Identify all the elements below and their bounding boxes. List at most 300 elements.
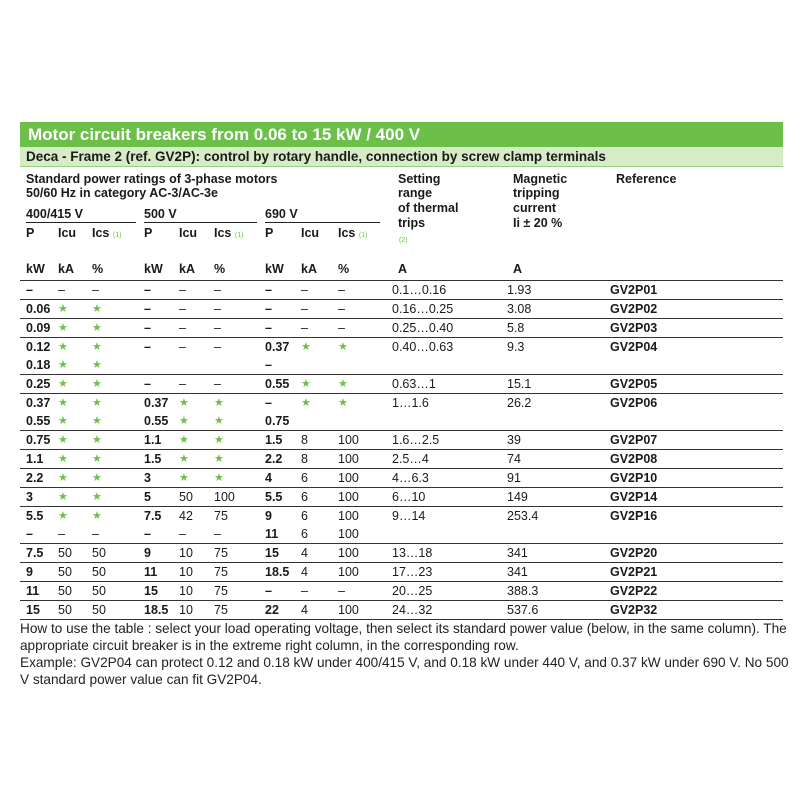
- table-cell: [332, 450, 386, 469]
- magnetic-current-cell: 253.4: [507, 509, 539, 523]
- table-cell: [138, 338, 173, 375]
- reference-cell: GV2P08: [610, 452, 658, 466]
- table-cell: [259, 488, 295, 507]
- magnetic-current-cell: 149: [507, 490, 528, 504]
- cell-value: 0.37: [26, 396, 51, 410]
- table-cell: [86, 507, 138, 544]
- cell-value: 6: [301, 527, 308, 541]
- table-cell: [20, 450, 52, 469]
- table-cell: [332, 281, 386, 300]
- table-cell: [52, 601, 86, 620]
- cell-value: 8: [301, 452, 308, 466]
- table-cell: [173, 601, 208, 620]
- table-cell: [52, 544, 86, 563]
- table-cell: [138, 431, 173, 450]
- usage-note-howto: How to use the table : select your load operating voltage, then select its standard power value (below, in the same column). The appropriate circuit breaker is in the extreme right column, in the corresponding row.: [20, 621, 787, 653]
- cell-value: –: [214, 302, 221, 316]
- magnetic-current-cell: 1.93: [507, 283, 532, 297]
- table-cell: [295, 488, 332, 507]
- cell-value: 100: [338, 527, 359, 541]
- magnetic-current-cell: 341: [507, 546, 528, 560]
- table-cell: [20, 338, 52, 375]
- table-cell: [259, 582, 295, 601]
- cell-value: 6: [301, 509, 308, 523]
- cell-value: 100: [338, 471, 359, 485]
- reference-cell: GV2P20: [610, 546, 658, 560]
- table-cell: [86, 469, 138, 488]
- cell-value: 75: [214, 546, 228, 560]
- cell-value: 10: [179, 584, 193, 598]
- cell-value: 50: [58, 565, 72, 579]
- unit-label: kW: [265, 262, 284, 276]
- cell-value: –: [144, 340, 151, 354]
- cell-value: 7.5: [26, 546, 44, 560]
- cell-value: 22: [265, 603, 279, 617]
- magnetic-current-cell: 9.3: [507, 340, 525, 354]
- table-cell: [332, 544, 386, 563]
- cell-value: –: [214, 321, 221, 335]
- cell-value: 1.1: [26, 452, 44, 466]
- table-cell: [173, 394, 208, 431]
- cell-value: –: [179, 527, 186, 541]
- table-cell: [52, 319, 86, 338]
- table-cell: [86, 281, 138, 300]
- star-icon: ★: [58, 453, 68, 465]
- table-row: [20, 375, 783, 394]
- star-icon: ★: [92, 453, 102, 465]
- table-cell: [259, 375, 295, 394]
- cell-value: 4: [301, 603, 308, 617]
- star-icon: ★: [179, 415, 189, 427]
- reference-cell: GV2P06: [610, 396, 658, 410]
- setting-label-4: trips: [398, 216, 426, 230]
- table-cell: [208, 601, 259, 620]
- cell-value: 3: [26, 490, 33, 504]
- cell-value: 18.5: [265, 565, 290, 579]
- table-cell: [259, 394, 295, 431]
- cell-value: 0.06: [26, 302, 51, 316]
- col-p-690: P: [265, 226, 274, 240]
- table-cell: [138, 450, 173, 469]
- table-cell: [173, 450, 208, 469]
- table-cell: [20, 394, 52, 431]
- table-cell: [86, 563, 138, 582]
- table-cell: [208, 582, 259, 601]
- setting-range-cell: 1.6…2.5: [392, 433, 440, 447]
- reference-cell: GV2P03: [610, 321, 658, 335]
- table-cell: [86, 338, 138, 375]
- cell-value: –: [92, 527, 99, 541]
- reference-label: Reference: [616, 172, 677, 186]
- unit-label: %: [338, 262, 350, 276]
- table-subtitle: Deca - Frame 2 (ref. GV2P): control by rotary handle, connection by screw clamp terminals: [20, 147, 783, 167]
- table-cell: [208, 431, 259, 450]
- col-ics-400: Ics (1): [92, 226, 122, 240]
- table-cell: [332, 582, 386, 601]
- cell-value: 0.55: [265, 377, 290, 391]
- reference-cell: GV2P01: [610, 283, 658, 297]
- table-cell: [20, 544, 52, 563]
- table-cell: [332, 469, 386, 488]
- table-cell: [208, 450, 259, 469]
- star-icon: ★: [179, 434, 189, 446]
- table-cell: [259, 281, 295, 300]
- col-icu-400: Icu: [58, 226, 77, 240]
- cell-value: 11: [144, 565, 158, 579]
- setting-range-cell: 6…10: [392, 490, 426, 504]
- unit-label: kW: [26, 262, 45, 276]
- cell-value: –: [301, 302, 308, 316]
- table-cell: [295, 507, 332, 544]
- table-cell: [208, 469, 259, 488]
- cell-value: 7.5: [144, 509, 162, 523]
- table-cell: [332, 338, 386, 375]
- table-cell: [208, 375, 259, 394]
- reference-cell: GV2P07: [610, 433, 658, 447]
- table-cell: [173, 375, 208, 394]
- table-cell: [52, 563, 86, 582]
- table-cell: [20, 563, 52, 582]
- cell-value: 0.55: [144, 414, 169, 428]
- cell-value: –: [265, 302, 272, 316]
- table-cell: [332, 507, 386, 544]
- table-cell: [208, 300, 259, 319]
- table-cell: [138, 394, 173, 431]
- cell-value: 100: [338, 509, 359, 523]
- table-cell: [259, 469, 295, 488]
- table-row: [20, 563, 783, 582]
- table-cell: [208, 319, 259, 338]
- unit-label: %: [92, 262, 104, 276]
- cell-value: 75: [214, 603, 228, 617]
- table-cell: [295, 281, 332, 300]
- star-icon: ★: [92, 303, 102, 315]
- star-icon: ★: [58, 397, 68, 409]
- table-row: [20, 544, 783, 563]
- table-row: [20, 300, 783, 319]
- cell-value: –: [214, 283, 221, 297]
- setting-label-1: Setting: [398, 172, 441, 186]
- cell-value: 75: [214, 565, 228, 579]
- breaker-table-panel: [20, 122, 783, 620]
- cell-value: –: [265, 358, 272, 372]
- table-cell: [86, 375, 138, 394]
- table-cell: [138, 281, 173, 300]
- magnetic-current-cell: 91: [507, 471, 521, 485]
- table-row: [20, 338, 783, 375]
- star-icon: ★: [58, 491, 68, 503]
- star-icon: ★: [179, 453, 189, 465]
- table-title: Motor circuit breakers from 0.06 to 15 kW / 400 V: [20, 122, 783, 147]
- table-cell: [259, 431, 295, 450]
- table-cell: [332, 601, 386, 620]
- usage-notes: [20, 620, 790, 688]
- table-cell: [86, 450, 138, 469]
- table-cell: [138, 544, 173, 563]
- star-icon: ★: [58, 415, 68, 427]
- cell-value: –: [265, 283, 272, 297]
- star-icon: ★: [58, 434, 68, 446]
- cell-value: –: [144, 321, 151, 335]
- star-icon: ★: [92, 472, 102, 484]
- table-cell: [295, 375, 332, 394]
- table-row: [20, 601, 783, 620]
- table-cell: [52, 300, 86, 319]
- star-icon: ★: [92, 434, 102, 446]
- table-cell: [208, 507, 259, 544]
- cell-value: 0.55: [26, 414, 51, 428]
- cell-value: 15: [144, 584, 158, 598]
- star-icon: ★: [92, 397, 102, 409]
- cell-value: 11: [26, 584, 40, 598]
- setting-range-cell: 0.63…1: [392, 377, 436, 391]
- table-cell: [20, 488, 52, 507]
- magnetic-label-2: tripping: [513, 186, 560, 200]
- cell-value: 1.5: [144, 452, 162, 466]
- reference-cell: GV2P05: [610, 377, 658, 391]
- table-cell: [208, 281, 259, 300]
- star-icon: ★: [58, 472, 68, 484]
- table-cell: [52, 582, 86, 601]
- table-cell: [86, 300, 138, 319]
- star-icon: ★: [92, 322, 102, 334]
- table-cell: [86, 544, 138, 563]
- table-header: [20, 167, 783, 280]
- cell-value: 100: [338, 452, 359, 466]
- table-cell: [295, 319, 332, 338]
- cell-value: 50: [92, 565, 106, 579]
- star-icon: ★: [214, 472, 224, 484]
- table-cell: [52, 375, 86, 394]
- table-cell: [173, 431, 208, 450]
- table-cell: [332, 375, 386, 394]
- cell-value: –: [301, 283, 308, 297]
- table-cell: [259, 450, 295, 469]
- table-cell: [259, 507, 295, 544]
- cell-value: 10: [179, 565, 193, 579]
- table-cell: [138, 601, 173, 620]
- star-icon: ★: [214, 397, 224, 409]
- table-cell: [259, 319, 295, 338]
- voltage-400-label: 400/415 V: [26, 207, 83, 221]
- cell-value: 42: [179, 509, 193, 523]
- cell-value: 10: [179, 603, 193, 617]
- magnetic-label-1: Magnetic: [513, 172, 568, 186]
- cell-value: 0.37: [144, 396, 169, 410]
- star-icon: ★: [338, 341, 348, 353]
- setting-note: (2): [399, 237, 408, 244]
- magnetic-current-cell: 341: [507, 565, 528, 579]
- cell-value: 50: [92, 584, 106, 598]
- table-cell: [173, 338, 208, 375]
- table-row: [20, 281, 783, 300]
- cell-value: 6: [301, 490, 308, 504]
- table-cell: [295, 300, 332, 319]
- star-icon: ★: [92, 415, 102, 427]
- cell-value: 50: [58, 584, 72, 598]
- cell-value: 6: [301, 471, 308, 485]
- unit-label: kW: [144, 262, 163, 276]
- table-cell: [295, 544, 332, 563]
- cell-value: –: [214, 377, 221, 391]
- cell-value: –: [338, 584, 345, 598]
- cell-value: 0.75: [265, 414, 290, 428]
- table-cell: [20, 300, 52, 319]
- table-cell: [332, 563, 386, 582]
- cell-value: –: [26, 283, 33, 297]
- star-icon: ★: [338, 378, 348, 390]
- table-cell: [173, 488, 208, 507]
- magnetic-label-4: Ii ± 20 %: [513, 216, 563, 230]
- voltage-690-underline: [265, 222, 380, 223]
- table-cell: [138, 469, 173, 488]
- table-cell: [20, 431, 52, 450]
- cell-value: 1.5: [265, 433, 283, 447]
- col-icu-690: Icu: [301, 226, 320, 240]
- magnetic-current-cell: 15.1: [507, 377, 532, 391]
- table-cell: [20, 582, 52, 601]
- magnetic-current-cell: 5.8: [507, 321, 525, 335]
- table-row: [20, 319, 783, 338]
- setting-range-cell: 0.25…0.40: [392, 321, 454, 335]
- table-cell: [332, 300, 386, 319]
- cell-value: 100: [338, 546, 359, 560]
- unit-label: A: [513, 262, 523, 276]
- unit-label: A: [398, 262, 408, 276]
- cell-value: 0.75: [26, 433, 51, 447]
- voltage-500-label: 500 V: [144, 207, 177, 221]
- table-cell: [173, 281, 208, 300]
- star-icon: ★: [92, 510, 102, 522]
- table-cell: [173, 469, 208, 488]
- cell-value: 100: [338, 603, 359, 617]
- table-cell: [86, 601, 138, 620]
- col-icu-500: Icu: [179, 226, 198, 240]
- cell-value: –: [338, 302, 345, 316]
- table-cell: [86, 488, 138, 507]
- unit-label: %: [214, 262, 226, 276]
- setting-range-cell: 0.40…0.63: [392, 340, 454, 354]
- cell-value: 9: [265, 509, 272, 523]
- cell-value: 2.2: [26, 471, 44, 485]
- table-cell: [295, 394, 332, 431]
- cell-value: 100: [338, 490, 359, 504]
- setting-range-cell: 0.1…0.16: [392, 283, 447, 297]
- usage-note-example: Example: GV2P04 can protect 0.12 and 0.18 kW under 400/415 V, and 0.18 kW under 440 V, and 0.37 kW under 690 V. No 500 V standard power value can fit GV2P04.: [20, 655, 789, 687]
- table-row: [20, 469, 783, 488]
- table-cell: [173, 300, 208, 319]
- star-icon: ★: [92, 491, 102, 503]
- cell-value: 50: [92, 546, 106, 560]
- table-cell: [173, 507, 208, 544]
- table-cell: [20, 601, 52, 620]
- table-cell: [208, 394, 259, 431]
- cell-value: –: [265, 584, 272, 598]
- setting-range-cell: 2.5…4: [392, 452, 429, 466]
- cell-value: 0.37: [265, 340, 290, 354]
- star-icon: ★: [92, 341, 102, 353]
- table-cell: [208, 488, 259, 507]
- table-cell: [52, 281, 86, 300]
- setting-label-3: of thermal: [398, 201, 459, 215]
- reference-cell: GV2P22: [610, 584, 658, 598]
- cell-value: 18.5: [144, 603, 169, 617]
- table-cell: [20, 375, 52, 394]
- cell-value: 9: [144, 546, 151, 560]
- magnetic-current-cell: 388.3: [507, 584, 539, 598]
- magnetic-current-cell: 3.08: [507, 302, 532, 316]
- magnetic-current-cell: 26.2: [507, 396, 532, 410]
- table-cell: [86, 582, 138, 601]
- table-cell: [86, 394, 138, 431]
- cell-value: –: [301, 584, 308, 598]
- magnetic-label-3: current: [513, 201, 557, 215]
- table-cell: [295, 469, 332, 488]
- cell-value: –: [179, 321, 186, 335]
- star-icon: ★: [301, 397, 311, 409]
- unit-label: kA: [58, 262, 74, 276]
- cell-value: 4: [301, 546, 308, 560]
- table-cell: [52, 450, 86, 469]
- setting-range-cell: 17…23: [392, 565, 433, 579]
- table-cell: [332, 394, 386, 431]
- setting-range-cell: 4…6.3: [392, 471, 429, 485]
- table-row: [20, 582, 783, 601]
- cell-value: 5.5: [265, 490, 283, 504]
- cell-value: 0.25: [26, 377, 51, 391]
- star-icon: ★: [58, 378, 68, 390]
- cell-value: –: [58, 283, 65, 297]
- std-ratings-label-2: 50/60 Hz in category AC-3/AC-3e: [26, 186, 218, 200]
- table-cell: [52, 338, 86, 375]
- table-cell: [295, 431, 332, 450]
- magnetic-current-cell: 537.6: [507, 603, 539, 617]
- table-cell: [332, 488, 386, 507]
- cell-value: 2.2: [265, 452, 283, 466]
- cell-value: 15: [26, 603, 40, 617]
- table-cell: [138, 582, 173, 601]
- setting-label-2: range: [398, 186, 433, 200]
- col-ics-500: Ics (1): [214, 226, 244, 240]
- table-cell: [259, 300, 295, 319]
- cell-value: –: [144, 377, 151, 391]
- setting-range-cell: 1…1.6: [392, 396, 429, 410]
- table-row: [20, 431, 783, 450]
- reference-cell: GV2P16: [610, 509, 658, 523]
- table-cell: [52, 431, 86, 450]
- table-cell: [138, 375, 173, 394]
- cell-value: –: [338, 321, 345, 335]
- table-cell: [259, 544, 295, 563]
- cell-value: 0.18: [26, 358, 51, 372]
- cell-value: –: [301, 321, 308, 335]
- table-cell: [259, 563, 295, 582]
- table-cell: [259, 601, 295, 620]
- table-cell: [295, 582, 332, 601]
- table-cell: [20, 319, 52, 338]
- cell-value: 11: [265, 527, 279, 541]
- reference-cell: GV2P04: [610, 340, 658, 354]
- star-icon: ★: [338, 397, 348, 409]
- setting-range-cell: 13…18: [392, 546, 433, 560]
- unit-label: kA: [301, 262, 317, 276]
- star-icon: ★: [58, 510, 68, 522]
- cell-value: 100: [214, 490, 235, 504]
- table-cell: [20, 507, 52, 544]
- table-row: [20, 394, 783, 431]
- table-cell: [20, 281, 52, 300]
- cell-value: –: [58, 527, 65, 541]
